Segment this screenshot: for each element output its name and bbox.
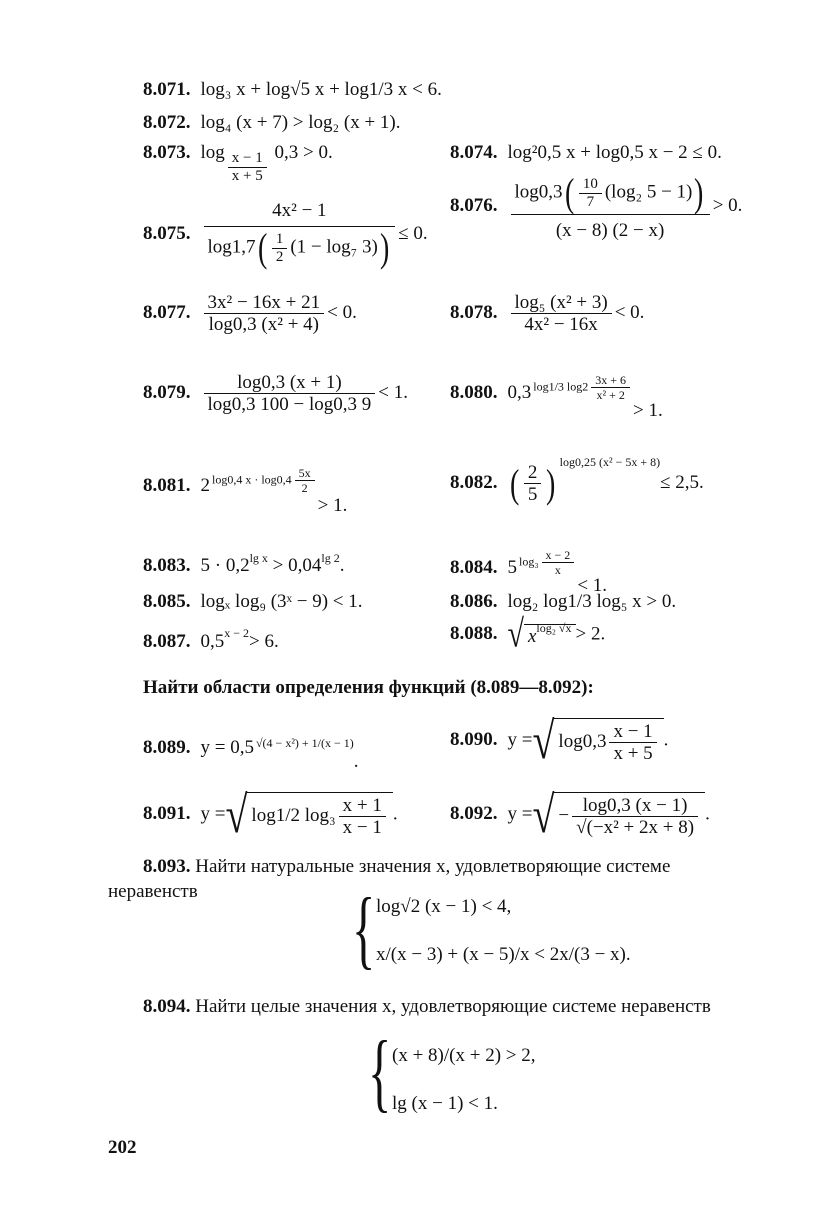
radicand xyxy=(554,718,663,764)
exercise-8-084 xyxy=(450,520,608,596)
base-numerator: x − 1 xyxy=(231,150,263,166)
square-root: √ $x^{log_2 √x}$ xyxy=(508,620,576,650)
exercise-8-075 xyxy=(143,200,428,269)
inequality-system-8-094: { (x + 8)/(x + 2) > 2, lg (x − 1) < 1. xyxy=(368,1024,536,1121)
exercise-expression: logₓ log₉ (3ˣ − 9) < 1. xyxy=(200,591,363,612)
log-prefix: log0,3 xyxy=(514,181,563,203)
radicand-fraction xyxy=(572,795,698,838)
problem-statement: Найти целые значения x, удовлетворяющие системе неравенств xyxy=(195,996,711,1017)
problem-number: 8.094. xyxy=(143,996,191,1017)
exercise-8-091 xyxy=(143,785,398,844)
system-line-1: (x + 8)/(x + 2) > 2, xyxy=(392,1045,536,1066)
expr-left: 5 · 0,2 xyxy=(200,555,250,576)
exercise-8-088 xyxy=(450,612,606,656)
power-base: 5 xyxy=(507,557,517,578)
half-den: 2 xyxy=(272,248,288,266)
power-base: 0,3 xyxy=(507,382,532,403)
exercise-rest: ≤ 2,5. xyxy=(660,472,704,493)
exercise-end: . xyxy=(663,729,669,751)
log-prefix: log1/2 log₃ xyxy=(251,804,336,826)
exercise-8-076 xyxy=(450,172,742,241)
exercise-number: 8.087. xyxy=(143,631,191,652)
exercise-8-087 xyxy=(143,626,279,652)
exercise-8-086 xyxy=(450,592,676,611)
exp-num: x − 2 xyxy=(545,547,571,562)
power-exponent: √(4 − x²) + 1/(x − 1) xyxy=(255,736,354,750)
exercise-number: 8.072. xyxy=(143,112,191,133)
exercise-end: . xyxy=(705,803,710,825)
base-fraction xyxy=(524,462,542,505)
exercise-number: 8.082. xyxy=(450,472,498,493)
problem-statement: Найти натуральные значения x, удовлетворяющие системе неравенств xyxy=(108,856,671,902)
exp-fraction xyxy=(591,373,630,402)
radicand-fraction xyxy=(609,721,656,764)
function-lhs: y = 0,5 xyxy=(200,737,254,758)
exercise-number: 8.080. xyxy=(450,382,498,403)
inner-num: 10 xyxy=(582,175,598,192)
numer-inner: (log₂ 5 − 1) xyxy=(604,181,693,203)
exp-right: lg 2 xyxy=(321,551,340,565)
section-heading: Найти области определения функций (8.089—8.092): xyxy=(143,677,594,698)
minus-sign: − xyxy=(558,804,570,826)
exp-num: 5x xyxy=(298,465,311,480)
exercise-number: 8.092. xyxy=(450,803,498,825)
exercise-number: 8.075. xyxy=(143,222,191,244)
exercise-rest: 0,3 > 0. xyxy=(274,142,333,163)
frac-den: x − 1 xyxy=(339,816,386,838)
square-root: √ − $\frac{\log 0,3 (x - 1)}{\text{√(−x² + 2x + 8)}}$ xyxy=(532,792,705,838)
exp-den: x² + 2 xyxy=(591,387,630,402)
base-num: 2 xyxy=(527,462,538,484)
exp-prefix: log₃ xyxy=(519,554,539,568)
denominator: 4x² − 16x xyxy=(511,313,612,335)
exercise-rest: > 2. xyxy=(575,623,606,645)
power-exponent: x − 2 xyxy=(224,626,250,640)
exercise-8-081 xyxy=(143,436,348,516)
radicand-exponent: log₂ √x xyxy=(536,621,572,635)
numerator: log₅ (x² + 3) xyxy=(514,292,608,313)
main-fraction xyxy=(511,292,612,335)
exercise-end: . xyxy=(353,751,359,772)
exercise-expression: log₂ log1/3 log₅ x > 0. xyxy=(507,591,677,612)
exercise-number: 8.076. xyxy=(450,194,498,216)
den-inner: (1 − log₇ 3) xyxy=(290,236,378,258)
exercise-rest: ≤ 0. xyxy=(398,222,428,244)
exercise-8-083 xyxy=(143,551,345,576)
exercise-number: 8.071. xyxy=(143,79,191,100)
main-fraction xyxy=(204,292,325,335)
exercise-number: 8.083. xyxy=(143,555,191,576)
square-root: √ log1/2 log₃ $\frac{x + 1}{x - 1}$ xyxy=(225,792,392,838)
denominator: log0,3 (x² + 4) xyxy=(204,313,325,335)
exercise-8-090 xyxy=(450,711,669,770)
power-base: 0,5 xyxy=(200,631,225,652)
exercise-number: 8.088. xyxy=(450,623,498,645)
exp-left: lg x xyxy=(249,551,268,565)
exp-prefix: log1/3 log2 xyxy=(533,379,589,393)
exercise-8-092 xyxy=(450,785,710,844)
function-lhs: y = xyxy=(200,803,226,825)
inner-fraction xyxy=(579,176,602,211)
exercise-8-078 xyxy=(450,292,644,335)
frac-num: x − 1 xyxy=(613,721,653,742)
exp-fraction xyxy=(295,466,315,495)
exercise-number: 8.077. xyxy=(143,301,191,323)
exercise-rest: > 1. xyxy=(633,400,663,421)
system-line-2: lg (x − 1) < 1. xyxy=(392,1093,498,1114)
exercise-number: 8.074. xyxy=(450,142,498,163)
frac-num: x + 1 xyxy=(342,795,382,816)
system-line-1: log√2 (x − 1) < 4, xyxy=(376,896,512,917)
exercise-rest: > 1. xyxy=(317,495,348,516)
power-exponent xyxy=(519,548,577,577)
exercise-expression: log₃ x + log√5 x + log1/3 x < 6. xyxy=(200,79,442,100)
exercise-number: 8.079. xyxy=(143,381,191,403)
log-base-fraction xyxy=(228,150,267,185)
power-exponent: log0,25 (x² − 5x + 8) xyxy=(559,455,661,469)
radicand xyxy=(524,621,576,647)
frac-num: log0,3 (x − 1) xyxy=(582,795,688,816)
expr-right: > 0,04 xyxy=(267,555,322,576)
exercise-rest: < 0. xyxy=(614,301,645,323)
exercise-number: 8.090. xyxy=(450,729,498,751)
exercise-rest: < 1. xyxy=(577,575,608,596)
exercise-number: 8.085. xyxy=(143,591,191,612)
exercise-end: . xyxy=(392,803,398,825)
power-exponent xyxy=(212,466,318,495)
exercise-rest: > 6. xyxy=(249,631,279,652)
exercise-number: 8.073. xyxy=(143,142,191,163)
denominator: log1,7( $\frac{1}{2}$ (1 − log₇ 3)) xyxy=(204,226,396,269)
power-base: 2 xyxy=(200,475,210,496)
problem-number: 8.093. xyxy=(143,856,191,877)
expr-end: . xyxy=(339,555,345,576)
function-lhs: y = xyxy=(507,803,533,825)
exercise-8-082: 8.082. ( $\frac{2}{5}$ ) log0,25 (x² − 5x + 8)≤ 2,5. xyxy=(450,455,704,506)
exercise-8-079 xyxy=(143,372,408,415)
exercise-expression: log²0,5 x + log0,5 x − 2 ≤ 0. xyxy=(507,142,722,163)
exp-num: 3x + 6 xyxy=(595,372,627,387)
numerator: log0,3( $\frac{10}{7}$ (log₂ 5 − 1)) xyxy=(514,170,704,215)
radicand-base: x xyxy=(527,626,537,647)
exercise-8-085 xyxy=(143,592,363,611)
main-fraction xyxy=(511,172,710,241)
half-num: 1 xyxy=(275,230,284,247)
page-number: 202 xyxy=(108,1137,137,1158)
exercise-number: 8.086. xyxy=(450,591,498,612)
half-fraction xyxy=(272,231,288,266)
frac-den: √(−x² + 2x + 8) xyxy=(572,816,698,838)
exercise-8-080 xyxy=(450,345,663,421)
system-line-2: x/(x − 3) + (x − 5)/x < 2x/(3 − x). xyxy=(376,944,631,965)
radicand xyxy=(247,792,392,838)
inner-den: 7 xyxy=(579,193,602,211)
exercise-8-073: 8.073. log $\frac{x - 1}{x + 5}$ 0,3 > 0. xyxy=(143,142,333,184)
inequality-system-8-093: { log√2 (x − 1) < 4, x/(x − 3) + (x − 5)/x < 2x/(3 − x). xyxy=(352,881,631,978)
problem-8-094-text xyxy=(108,995,758,1020)
exercise-8-077 xyxy=(143,292,357,335)
exp-den: x xyxy=(542,562,575,577)
radicand xyxy=(554,792,705,838)
main-fraction xyxy=(204,200,396,269)
exercise-number: 8.081. xyxy=(143,475,191,496)
log-prefix: log0,3 xyxy=(558,730,607,752)
exercise-8-071 xyxy=(143,80,442,99)
exercise-8-089 xyxy=(143,708,359,772)
exp-prefix: log0,4 x · log0,4 xyxy=(212,472,292,486)
radicand-fraction xyxy=(339,795,386,838)
exercise-rest: < 1. xyxy=(378,381,408,403)
frac-den: x + 5 xyxy=(609,742,656,764)
denominator: log0,3 100 − log0,3 9 xyxy=(204,393,376,415)
exercise-number: 8.091. xyxy=(143,803,191,825)
exercise-number: 8.084. xyxy=(450,557,498,578)
exp-fraction xyxy=(542,548,575,577)
function-lhs: y = xyxy=(507,729,533,751)
exercise-number: 8.089. xyxy=(143,737,191,758)
main-fraction xyxy=(204,372,376,415)
square-root: √ log0,3 $\frac{x - 1}{x + 5}$ xyxy=(532,718,663,764)
exercise-number: 8.078. xyxy=(450,301,498,323)
exp-den: 2 xyxy=(295,480,315,495)
exercise-rest: > 0. xyxy=(712,194,743,216)
denominator: (x − 8) (2 − x) xyxy=(511,214,710,241)
base-den: 5 xyxy=(524,483,542,505)
exercise-expression: log₄ (x + 7) > log₂ (x + 1). xyxy=(200,112,401,133)
exercise-8-072 xyxy=(143,113,401,132)
base-denominator: x + 5 xyxy=(228,167,267,185)
power-exponent xyxy=(533,373,633,402)
numerator: 4x² − 1 xyxy=(272,200,327,221)
log-prefix: log1,7 xyxy=(207,236,256,258)
numerator: log0,3 (x + 1) xyxy=(237,372,342,393)
numerator: 3x² − 16x + 21 xyxy=(207,292,321,313)
exercise-8-074 xyxy=(450,143,722,162)
exercise-rest: < 0. xyxy=(327,301,357,323)
